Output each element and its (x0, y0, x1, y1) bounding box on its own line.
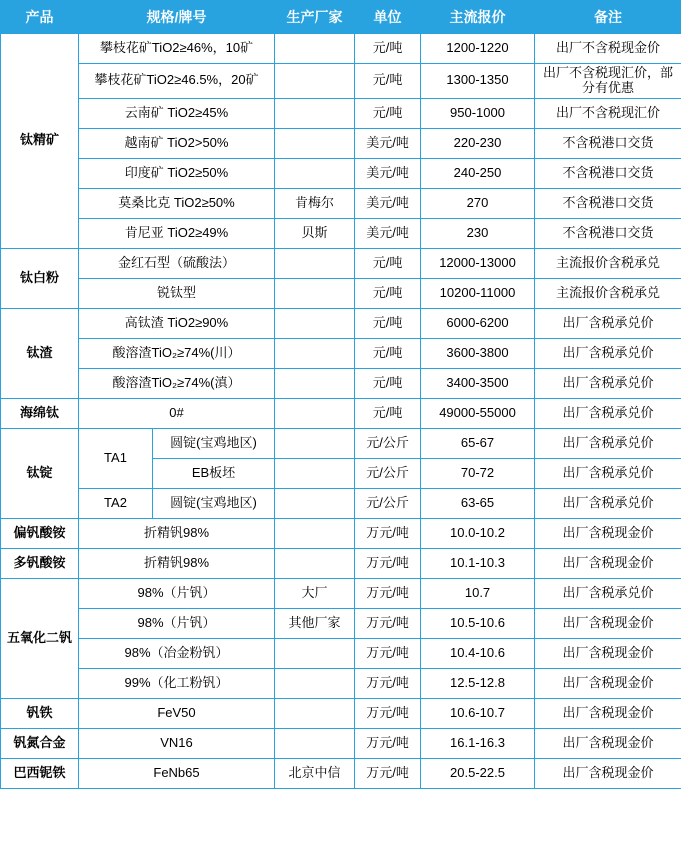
remark-cell: 出厂含税承兑价 (535, 488, 681, 518)
unit-cell: 元/吨 (355, 398, 421, 428)
remark-cell: 出厂含税现金价 (535, 668, 681, 698)
unit-cell: 美元/吨 (355, 128, 421, 158)
price-cell: 49000-55000 (421, 398, 535, 428)
spec-cell: 高钛渣 TiO2≥90% (79, 308, 275, 338)
spec-cell: 金红石型（硫酸法） (79, 248, 275, 278)
column-header-remark: 备注 (535, 1, 681, 34)
remark-cell: 不含税港口交货 (535, 158, 681, 188)
spec-cell: FeV50 (79, 698, 275, 728)
column-header-unit: 单位 (355, 1, 421, 34)
manufacturer-cell (275, 638, 355, 668)
column-header-price: 主流报价 (421, 1, 535, 34)
product-category-cell: 钛渣 (1, 308, 79, 398)
table-row (1, 98, 681, 128)
spec-cell: 酸溶渣TiO₂≥74%(川） (79, 338, 275, 368)
remark-cell: 出厂含税承兑价 (535, 458, 681, 488)
price-cell: 220-230 (421, 128, 535, 158)
manufacturer-cell (275, 728, 355, 758)
manufacturer-cell: 贝斯 (275, 218, 355, 248)
manufacturer-cell: 大厂 (275, 578, 355, 608)
spec-sub-cell: EB板坯 (153, 458, 275, 488)
remark-cell: 出厂含税承兑价 (535, 308, 681, 338)
spec-cell: 98%（冶金粉钒） (79, 638, 275, 668)
table-row (1, 668, 681, 698)
spec-cell: 肯尼亚 TiO2≥49% (79, 218, 275, 248)
price-cell: 950-1000 (421, 98, 535, 128)
spec-cell: 98%（片钒） (79, 578, 275, 608)
table-header (1, 1, 681, 34)
manufacturer-cell (275, 548, 355, 578)
remark-cell: 出厂含税承兑价 (535, 398, 681, 428)
manufacturer-cell (275, 64, 355, 99)
remark-cell: 主流报价含税承兑 (535, 278, 681, 308)
manufacturer-cell (275, 158, 355, 188)
price-cell: 270 (421, 188, 535, 218)
manufacturer-cell (275, 518, 355, 548)
spec-cell: VN16 (79, 728, 275, 758)
spec-cell: 酸溶渣TiO₂≥74%(滇） (79, 368, 275, 398)
price-cell: 1300-1350 (421, 64, 535, 99)
price-cell: 10.6-10.7 (421, 698, 535, 728)
remark-cell: 出厂含税现金价 (535, 758, 681, 788)
price-cell: 12000-13000 (421, 248, 535, 278)
price-cell: 63-65 (421, 488, 535, 518)
price-cell: 10.7 (421, 578, 535, 608)
remark-cell: 出厂不含税现汇价 (535, 98, 681, 128)
price-cell: 10200-11000 (421, 278, 535, 308)
column-header-product: 产品 (1, 1, 79, 34)
manufacturer-cell (275, 128, 355, 158)
price-cell: 10.4-10.6 (421, 638, 535, 668)
product-category-cell: 钛精矿 (1, 34, 79, 249)
price-cell: 3400-3500 (421, 368, 535, 398)
spec-cell: 锐钛型 (79, 278, 275, 308)
table-body (1, 34, 681, 789)
spec-cell: 云南矿 TiO2≥45% (79, 98, 275, 128)
unit-cell: 万元/吨 (355, 728, 421, 758)
manufacturer-cell (275, 698, 355, 728)
spec-cell: 印度矿 TiO2≥50% (79, 158, 275, 188)
table-row (1, 428, 681, 458)
unit-cell: 元/吨 (355, 338, 421, 368)
column-header-manufacturer: 生产厂家 (275, 1, 355, 34)
spec-cell: 0# (79, 398, 275, 428)
table-row (1, 64, 681, 99)
remark-cell: 出厂含税承兑价 (535, 428, 681, 458)
unit-cell: 万元/吨 (355, 518, 421, 548)
unit-cell: 美元/吨 (355, 218, 421, 248)
spec-cell: 攀枝花矿TiO2≥46.5%，20矿 (79, 64, 275, 99)
manufacturer-cell (275, 488, 355, 518)
table-row (1, 608, 681, 638)
price-cell: 10.1-10.3 (421, 548, 535, 578)
price-cell: 3600-3800 (421, 338, 535, 368)
manufacturer-cell (275, 248, 355, 278)
price-cell: 240-250 (421, 158, 535, 188)
price-cell: 230 (421, 218, 535, 248)
price-cell: 10.5-10.6 (421, 608, 535, 638)
remark-cell: 出厂含税承兑价 (535, 338, 681, 368)
manufacturer-cell (275, 398, 355, 428)
table-row (1, 188, 681, 218)
spec-cell: 越南矿 TiO2>50% (79, 128, 275, 158)
unit-cell: 万元/吨 (355, 668, 421, 698)
price-cell: 65-67 (421, 428, 535, 458)
unit-cell: 元/吨 (355, 368, 421, 398)
product-category-cell: 五氧化二钒 (1, 578, 79, 698)
product-category-cell: 钛锭 (1, 428, 79, 518)
product-category-cell: 多钒酸铵 (1, 548, 79, 578)
manufacturer-cell (275, 668, 355, 698)
unit-cell: 元/吨 (355, 98, 421, 128)
table-row (1, 248, 681, 278)
remark-cell: 出厂含税现金价 (535, 608, 681, 638)
price-cell: 20.5-22.5 (421, 758, 535, 788)
unit-cell: 万元/吨 (355, 698, 421, 728)
unit-cell: 美元/吨 (355, 158, 421, 188)
product-category-cell: 钒氮合金 (1, 728, 79, 758)
remark-cell: 不含税港口交货 (535, 218, 681, 248)
unit-cell: 元/公斤 (355, 488, 421, 518)
spec-cell: TA2 (79, 488, 153, 518)
table-row (1, 158, 681, 188)
table-row (1, 34, 681, 64)
table-row (1, 308, 681, 338)
manufacturer-cell (275, 368, 355, 398)
price-cell: 10.0-10.2 (421, 518, 535, 548)
unit-cell: 元/吨 (355, 34, 421, 64)
remark-cell: 主流报价含税承兑 (535, 248, 681, 278)
price-cell: 1200-1220 (421, 34, 535, 64)
spec-sub-cell: 圆锭(宝鸡地区) (153, 428, 275, 458)
product-category-cell: 钒铁 (1, 698, 79, 728)
table-row (1, 548, 681, 578)
remark-cell: 出厂含税现金价 (535, 698, 681, 728)
spec-cell: 折精钒98% (79, 548, 275, 578)
manufacturer-cell (275, 338, 355, 368)
table-row (1, 128, 681, 158)
remark-cell: 出厂不含税现金价 (535, 34, 681, 64)
spec-cell: TA1 (79, 428, 153, 488)
product-category-cell: 巴西铌铁 (1, 758, 79, 788)
table-row (1, 728, 681, 758)
column-header-spec: 规格/牌号 (79, 1, 275, 34)
remark-cell: 出厂含税现金价 (535, 728, 681, 758)
table-row (1, 578, 681, 608)
price-cell: 70-72 (421, 458, 535, 488)
spec-cell: 攀枝花矿TiO2≥46%，10矿 (79, 34, 275, 64)
remark-cell: 出厂含税现金价 (535, 548, 681, 578)
unit-cell: 万元/吨 (355, 638, 421, 668)
spec-cell: 99%（化工粉钒） (79, 668, 275, 698)
table-row (1, 278, 681, 308)
manufacturer-cell (275, 34, 355, 64)
unit-cell: 美元/吨 (355, 188, 421, 218)
unit-cell: 万元/吨 (355, 758, 421, 788)
remark-cell: 出厂含税现金价 (535, 518, 681, 548)
table-row (1, 398, 681, 428)
price-cell: 12.5-12.8 (421, 668, 535, 698)
table-row (1, 758, 681, 788)
price-cell: 16.1-16.3 (421, 728, 535, 758)
manufacturer-cell: 其他厂家 (275, 608, 355, 638)
product-category-cell: 海绵钛 (1, 398, 79, 428)
unit-cell: 元/吨 (355, 308, 421, 338)
unit-cell: 元/公斤 (355, 428, 421, 458)
table-row (1, 368, 681, 398)
spec-sub-cell: 圆锭(宝鸡地区) (153, 488, 275, 518)
table-row (1, 518, 681, 548)
manufacturer-cell (275, 428, 355, 458)
remark-cell: 出厂含税承兑价 (535, 368, 681, 398)
table-row (1, 698, 681, 728)
remark-cell: 不含税港口交货 (535, 188, 681, 218)
manufacturer-cell: 肯梅尔 (275, 188, 355, 218)
table-row (1, 488, 681, 518)
remark-cell: 出厂不含税现汇价，部分有优惠 (535, 64, 681, 99)
price-cell: 6000-6200 (421, 308, 535, 338)
spec-cell: 98%（片钒） (79, 608, 275, 638)
remark-cell: 出厂含税承兑价 (535, 578, 681, 608)
unit-cell: 万元/吨 (355, 548, 421, 578)
unit-cell: 万元/吨 (355, 578, 421, 608)
spec-cell: FeNb65 (79, 758, 275, 788)
remark-cell: 出厂含税现金价 (535, 638, 681, 668)
unit-cell: 万元/吨 (355, 608, 421, 638)
unit-cell: 元/吨 (355, 64, 421, 99)
manufacturer-cell: 北京中信 (275, 758, 355, 788)
unit-cell: 元/公斤 (355, 458, 421, 488)
table-row (1, 638, 681, 668)
spec-cell: 莫桑比克 TiO2≥50% (79, 188, 275, 218)
manufacturer-cell (275, 98, 355, 128)
table-header-row (1, 1, 681, 34)
manufacturer-cell (275, 278, 355, 308)
remark-cell: 不含税港口交货 (535, 128, 681, 158)
table-row (1, 218, 681, 248)
manufacturer-cell (275, 458, 355, 488)
unit-cell: 元/吨 (355, 248, 421, 278)
manufacturer-cell (275, 308, 355, 338)
unit-cell: 元/吨 (355, 278, 421, 308)
product-category-cell: 钛白粉 (1, 248, 79, 308)
table-row (1, 338, 681, 368)
spec-cell: 折精钒98% (79, 518, 275, 548)
product-category-cell: 偏钒酸铵 (1, 518, 79, 548)
